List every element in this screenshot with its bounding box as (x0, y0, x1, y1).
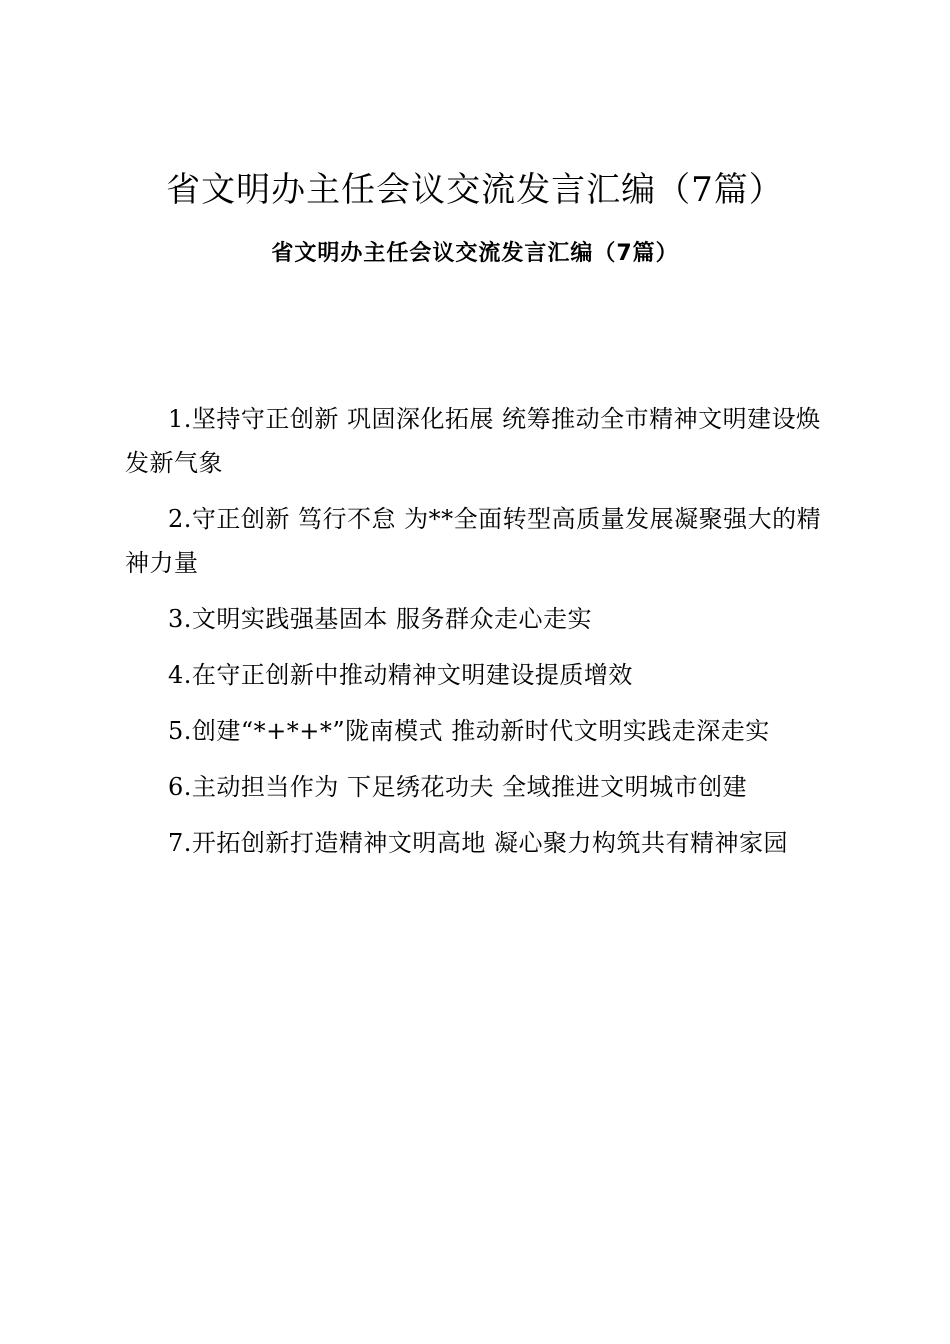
toc-item-7: 7.开拓创新打造精神文明高地 凝心聚力构筑共有精神家园 (168, 829, 789, 857)
toc-item-5: 5.创建“*+*+*”陇南模式 推动新时代文明实践走深走实 (168, 717, 770, 745)
toc-item-2: 2.守正创新 笃行不怠 为**全面转型高质量发展凝聚强大的精神力量 (125, 505, 822, 577)
table-of-contents (125, 397, 835, 877)
toc-item-3: 3.文明实践强基固本 服务群众走心走实 (168, 605, 593, 633)
document-subtitle: 省文明办主任会议交流发言汇编（7篇） (271, 241, 679, 266)
toc-item-4: 4.在守正创新中推动精神文明建设提质增效 (168, 661, 633, 689)
toc-item-1: 1.坚持守正创新 巩固深化拓展 统筹推动全市精神文明建设焕发新气象 (125, 405, 821, 477)
document-title: 省文明办主任会议交流发言汇编（7篇） (166, 170, 784, 210)
toc-item-6: 6.主动担当作为 下足绣花功夫 全域推进文明城市创建 (168, 773, 748, 801)
